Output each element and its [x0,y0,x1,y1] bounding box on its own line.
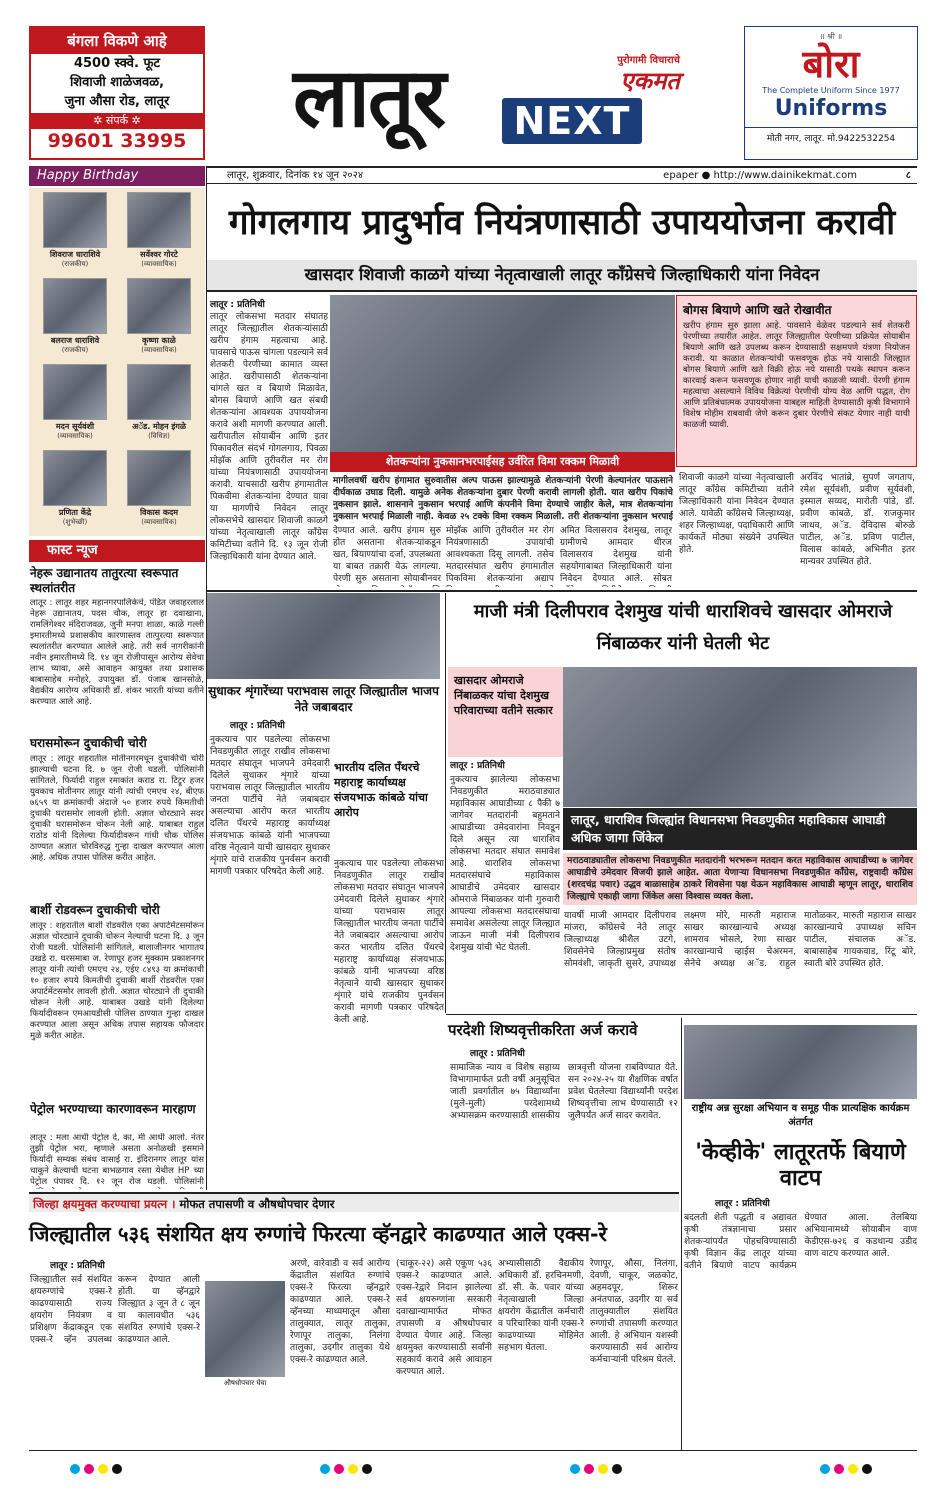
birthday-person [35,278,115,355]
page-number: ८ [905,170,911,181]
person-photo [43,450,107,506]
person-role: (विधिज्ञ) [148,432,170,440]
person-photo [127,364,191,420]
birthday-person [119,364,199,441]
person-photo [127,450,191,506]
person-role: (राजकीय) [61,260,89,268]
bottom-rule [29,1450,917,1451]
fast-news-body-3: लातूर : शहरातील बार्शी रोडवरील एका अपार्टमेंटसमोरून अज्ञात चोरट्याने दुचाकी चोरून नेल्याची घटना दि. ३ जून रोजी घडली. पोलिसांनी सांगितले, बालाजीनगर भागातय उखडे रा. घरसमाबा ज. रेणापूर हजर मुक्काम प्रकाशनगर लातूर यांनी त्यांची एमएच २४, एईए ८४९३ या क्रमांकाची १० हजार रुपये किमतीची दुचाकी बार्शी रोडवरील एका अपार्टमेंटसमोर लावली होती. अज्ञात चोरट्याने ती दुचाकी चोरून नेली आहे. याबाबत उखडे यांनी दिलेल्या फिर्यादीवरून एमआयडीसी पोलिस ठाण्यात गुन्हा दाखल करण्यात आला असून अधिक तपास सहायक फौजदार मुळे करीत आहेत. [30,921,204,1041]
story3-photo-caption: लातूर, धाराशिव जिल्ह्यांत विधानसभा निवडणुकीत महाविकास आघाडी अधिक जागा जिंकेल [563,808,917,850]
story1-subhead: खासदार शिवाजी काळगे यांच्या नेतृत्वाखाली लातूर कॉंग्रेसचे जिल्हाधिकारी यांना निवेदन [207,260,917,292]
story6-body2: अरणे, वारेवाडी व सर्व आरोग्य केंद्रातील संशयित रुग्णांचे एक्स-रे फिरत्या व्हॅनद्वारे काढण्यात आले. एक्स-रे व्हॅनच्या माध्यमातून औसा तालुक्यात, लातूर तालुका, रेणापूर तालुका, निलंगा तालुका, उदगीर तालुका येथे एक्स-रे काढण्यात आले. [290,1259,390,1365]
story3-body: नुकत्याच झालेल्या लोकसभा निवडणुकीत मराठवाड्यात महाविकास आघाडीच्या ८ पैकी ७ जागेवर मतदारांनी बहुमताने आघाडीच्या उमेदवारांना निवडून दिले असून त्या धाराशिव लोकसभा मतदार संघात समावेश आहे. धाराशिव लोकसभा मतदारसंघाचे महाविकास आघाडीचे उमेदवार खासदार ओमराजे निंबाळकर यांनी गुरुवारी आपल्या लोकसभा मतदारसंघाचा समावेश असलेल्या लातूर जिल्ह्यात जाऊन माजी मंत्री दिलीपराव देशमुख यांची भेट घेतली. [450,775,560,953]
section-divider [207,590,917,592]
story5-photo [684,1025,917,1099]
fast-news-label: फास्ट न्यूज [47,543,98,558]
dateline-bar [207,166,917,184]
story2-body-col2: नुकत्याच पार पडलेल्या लोकसभा निवडणुकीत लातूर राखीव लोकसभा मतदार संघातून भाजपने उमेदवारी दिलेले सुधाकर शृंगारे यांच्या पराभवास लातूर जिल्ह्यातील भारतीय जनता पार्टीचे नेते जबाबदार असल्याचा आरोप करत भारतीय दलित पँथरचे महाराष्ट्र कार्याध्यक्ष संजयभाऊ कांबळे यांनी भाजपच्या वरिष्ठ नेतृत्वाने याची खासदार सुधाकर शृंगारे यांचे राजकीय पुनर्वसन करावी मागणी पत्रकार परिषदेत केली आहे. [334,859,444,1025]
reg-mark-black [862,1464,872,1474]
story5-body: बदलती शेती पद्धती व अद्यावत कृषी तंत्रज्ञानाचा प्रसार शेतकऱ्यांपर्यंत पोहचविण्यासाठी कृषी विज्ञान केंद्र लातूर यांच्या वतीने बियाणे वाटप कार्यक्रम घेण्यात आला. तेलबिया अभियानामध्ये सोयाबीन वाण केडीएस-७२६ व कडधान्य उडीद वाण वाटप करण्यात आले. [684,1213,917,1271]
birthday-person [119,192,199,269]
person-name: शिवराज धाराशिवे [49,250,101,259]
ad-left-line1: बंगला विकणे आहे [31,28,203,54]
column-divider [445,593,446,1013]
person-name: विकास कदम [139,508,179,517]
story3-byline: लातूर : प्रतिनिधी [450,761,505,771]
story1-photo-caption: शेतकऱ्यांना नुकसानभरपाईसह उर्वरित विमा रक्कम मिळावी [330,452,675,472]
ad-left-contact-label: ✲ संपर्क ✲ [31,113,203,129]
xray-van-caption: औषधोपचार घेवा [223,1379,267,1387]
reg-mark-cyan [70,1464,80,1474]
story1-col2: देण्यात आले. खरीप हंगाम सुरु होत असताना शेतकऱ्यांकडून खत, बियाण्यांचा दर्जा, उपलब्धता या बाबत तक्रारी येऊ लागल्या. पेरणी सुरु असताना सोयाबीनवर [333,526,441,584]
masthead-tagline: पुरोगामी विचाराचे [617,55,680,66]
story6-body4: अभ्यासीसाठी वैद्यकीय अधिकारी डॉ. हरचिनमणी, डॉ. सी. के. पवार यांच्या नेतृत्वाखाली जिल्हा क्षयरोग केंद्रातील कर्मचारी व परिचारिका यांनी एक्स-रे काढण्याच्या मोहिमेत सहभाग घेतला. [498,1259,584,1353]
story6-body5: रेणापूर, औसा, निलंगा, देवणी, चाकूर, जळकोट, अहमदपूर, शिरूर अनंतपाळ, उदगीर या सर्व तालुक्यातील संशयित रुग्णांची तपासणी करण्यात आली. हे अभियान यशस्वी करण्यासाठी सर्व आरोग्य कर्मचाऱ्यांनी परिश्रम घेतले. [590,1259,678,1365]
story6-strip-rest: मोफत तपासणी व औषधोपचार देणार [175,1197,335,1211]
reg-mark-black [112,1464,122,1474]
birthday-person [35,450,115,527]
person-photo [127,278,191,334]
reg-mark-yellow [848,1464,858,1474]
birthday-person [119,278,199,355]
ad-right-top-tag: ॥ श्री ॥ [819,32,843,41]
story4-body: सामाजिक न्याय व विशेष सहाय्य विभागामार्फत प्रती वर्षी अनुसूचित जाती प्रवर्गातील ७५ विद्यार्थ्यांना (मुले-मुली) परदेशामध्ये अभ्यासक्रम करण्यासाठी शासकीय छात्रवृत्ती योजना राबविण्यात येते. सन २०२४-२५ या शैक्षणिक वर्षात प्रवेश घेतलेल्या विद्यार्थ्यांनी परदेश शिष्यवृत्तीचा लाभ घेण्यासाठी १२ जुलैपर्यंत अर्ज सादर करावेत. [450,1063,678,1121]
reg-mark-magenta [84,1464,94,1474]
reg-mark-magenta [584,1464,594,1474]
reg-mark-magenta [334,1464,344,1474]
story6-strip-red: जिल्हा क्षयमुक्त करण्याचा प्रयत्न । [33,1197,176,1211]
story6-body3: (चाकूर-२२) असे एकूण ५३६ एक्स-रे काढण्यात आले. एक्स-रेद्वारे निदान झालेल्या सर्व क्षयरुग्णांना सरकारी दवाखान्यामार्फत मोफत तपासणी व औषधोपचार देण्यात येणार आहे. जिल्हा क्षयमुक्त करण्यासाठी सर्वांनी सहकार्य करावे असे आवाहन करण्यात आले. [396,1259,492,1377]
fast-news-head-2: घरासमोरून दुचाकीची चोरी [30,736,147,750]
reg-mark-cyan [820,1464,830,1474]
birthday-person [35,192,115,269]
ad-left-phone: 99601 33995 [47,130,187,152]
ad-left-line3: शिवाजी शाळेजवळ, [69,75,165,90]
column-divider [681,1018,682,1450]
ad-right-name: Uniforms [774,96,888,121]
masthead-title: लातूर [293,50,445,146]
reg-mark-yellow [348,1464,358,1474]
person-photo [127,192,191,248]
person-photo [43,192,107,248]
story4-headline: परदेशी शिष्यवृत्तीकरिता अर्ज करावे [448,1021,638,1039]
story1-col1: लातूर लोकसभा मतदार संघातह लातूर जिल्ह्यातील शेतकऱ्यांसाठी खरीप हंगाम महत्वाचा आहे. पावसाचे पाऊस चांगला पडल्याने सर्व शेतकरी पेरणीच्या कामात व्यस्त आहेत. खरीपासाठी शेतकऱ्यांना चांगले खत व बियाणे मिळावेत, बोगस बियाणे आणि खत संबधी शेतकऱ्यांना आवश्यक उपाययोजना करावे अशी मागणी करण्यात आली. खरीपातील सोयाबीन आणि इतर पिकावरील संदर्भ गोगलगाय, पिवळा मोझॅक आणि तुरीवरील मर रोग यांच्या नियंत्रणासाठी उपाययोजना करावी. याचसाठी खरीप हंगामातील पिकवीमा शेतकऱ्यांना देण्यात यावा या मागणीचे निवेदन लातूर लोकसभेचे खासदार शिवाजी काळगे यांच्या नेतृत्वाखाली लातूर काँग्रेस कमिटीच्या वतीने दि. १३ जून रोजी जिल्हाधिकारी यांना देण्यात आले. [210,312,328,562]
reg-mark-cyan [570,1464,580,1474]
fast-news-body-2: लातूर : लातूर शहरातील मोतीनगरमधून दुचाकीची चोरी झाल्याची घटना दि. ७ जून रोजी घडली. पोलिसांनी सांगितले, फिर्यादी राहुल रमाकांत कराड रा. टिट्रूर हजर युवकाच मोतीनगर लातूर यांनी त्यांची एमएच २४, बीएफ ७६५९ या क्रमांकाची अंदाजे ५० हजार रुपये किमतीची दुचाकी घरासमोर लावली होती. अज्ञात चोरट्याने सदर दुचाकी घरासमोरून चोरून नेली आहे. याबाबत राहुल राठोड यांनी दिलेल्या फिर्यादीवरून गांधी चौक पोलिस ठाण्यात अज्ञात चोरविरुद्ध गुन्हा दाखल करण्यात आला आहे. अधिक तपास पोलिस करीत आहेत. [30,754,204,863]
story5-headline: 'केव्हीके' लातूरतर्फे बियाणे वाटप [695,1140,906,1191]
ad-bora-uniforms [744,26,918,160]
story2-body: नुकत्याच पार पडलेल्या लोकसभा निवडणुकीत लातूर राखीव लोकसभा मतदार संघातून भाजपने उमेदवारी दिलेले सुधाकर शृंगारे यांच्या पराभवास लातूर जिल्ह्यातील भारतीय जनता पार्टीचे नेते जबाबदार असल्याचा आरोप करत भारतीय दलित पँथरचे महाराष्ट्र कार्याध्यक्ष संजयभाऊ कांबळे यांनी भाजपच्या वरिष्ठ नेतृत्वाने याची खासदार सुधाकर शृंगारे यांचे राजकीय पुनर्वसन करावी मागणी पत्रकार परिषदेत केली आहे. [210,735,330,877]
person-name: मदन सूर्यवंशी [55,422,95,431]
reg-mark-cyan [320,1464,330,1474]
fast-news-head-4: पेट्रोल भरण्याच्या कारणावरून मारहाण [30,1102,196,1116]
fast-news-head-3: बार्शी रोडवरून दुचाकीची चोरी [30,903,160,917]
story2-byline: लातूर : प्रतिनिधी [230,721,285,731]
ad-right-tag: The Complete Uniform Since 1977 [762,86,900,95]
story4-byline: लातूर : प्रतिनिधी [470,1049,525,1059]
person-role: (व्यावसायिक) [141,260,177,268]
person-name: कृष्णा काळे [142,336,176,345]
reg-mark-black [362,1464,372,1474]
bogus-seeds-head: बोगस बियाणे आणि खते रोखावीत [683,303,832,317]
ad-left-line4: जुना औसा रोड, लातूर [64,94,170,109]
ad-left-line2: 4500 स्क्वे. फूट [73,56,161,71]
story1-col6: अरविंद भातांब्रे, सुपर्ण जगताप, रमेश सूर्यवंशी, प्रवीण सूर्यवंशी, इस्माल सय्यद, मारोती पांडे, डॉ. प्रवीण कांबळे, डॉ. राजकुमार जाधव, अॅड. देविदास बोरुळे पाटील, अॅड. प्रविण पाटील, विलास कांबळे, अभिनीत इतर मान्यवर उपस्थित होते. [800,473,915,567]
masthead-next-logo: NEXT [502,98,642,144]
person-role: (व्यावसायिक) [141,518,177,526]
birthday-person [35,364,115,441]
story6-body: जिल्ह्यातील सर्व संशयित क्षयरुग्णांचे एक्स-रे काढण्यासाठी राज्य क्षयरोग नियंत्रण व प्रशिक्षण केंद्राकडून एक एक्स-रे व्हॅन उपलब्ध करून देण्यात आली होती. या व्हॅनद्वारे जिल्ह्यात ३ जून ते ८ जून या कालावधीत ५३६ संशयित रुग्णांचे एक्स-रे काढण्यात आले. [30,1275,200,1345]
birthday-grid [29,188,205,536]
section-divider [446,1014,917,1015]
reg-mark-yellow [98,1464,108,1474]
story3-pink-box: खासदार ओमराजे निंबाळकर यांचा देशमुख परिवाराच्या वतीने सत्कार [448,667,563,757]
fast-news-title [29,540,205,562]
person-name: सर्वेश्वर गोरटे [140,250,178,259]
reg-mark-magenta [834,1464,844,1474]
story1-col5: शिवाजी काळगे यांच्या नेतृत्वाखाली लातूर काँग्रेस कमिटीच्या वतीने जिल्हाधिकारी यांना निवेदन देण्यात आले. यावेळी काँग्रेसचे जिल्हाध्यक्ष, शहर जिल्हाध्यक्ष, पदाधिकारी आणि कार्यकर्ते मोठ्या संख्येने उपस्थित होते. [679,473,794,555]
masthead-brand: एकमत [620,67,680,95]
fast-news-body-1: लातूर : लातूर शहर महानगरपालिकेचे, पंडित जवाहरलाल नेहरू उद्यानातय, पदस चौक, लातूर हा दवाखाना, रामलिंगेश्वर मंदिराजवळ, जुनी मनपा शाळा, काळे गल्ली इमारतीमध्ये प्रशासकीय कारणास्तव तात्पुरत्या स्वरूपात स्थलांतरीत करण्यात आलेले आहे. तरी सर्व नागरीकांनी नवीन इमारतीमध्ये दि. १४ जून रोजीपासून आरोग्य सेवेचा लाभ घ्यावा, असे आवाहन आयुक्त तथा प्रशासक बाबासाहेब मनोहरे, उपायुक्त डॉ. पंजाब खानसोळे, वैद्यकीय आरोग्य अधिकारी डॉ. शंकर भारती यांच्या वतीने करण्यात आले आहे. [30,598,204,707]
story3-highlight: मराठवाड्यातील लोकसभा निवडणुकीत मतदारांनी भरभरून मतदान करत महाविकास आघाडीच्या ७ जागेवर आघाडीचे उमेदवार विजयी झाले आहेत. आता येणाऱ्या विधानसभा निवडणुकीत काँग्रेस, राष्ट्रवादी काँग्रेस (शरदचंद्र पवार) उद्धव बाळासाहेब ठाकरे शिवसेना पक्ष येऊन महाविकास आघाडी म्हणून लातूर, धाराशिव जिल्ह्याचे एकाही जागा जिंकेल असा विश्वास व्यक्त केला. [563,853,917,905]
fast-news-body-4: लातूर : मला आधी पेट्रोल दे, का, मी आधी आलो. नंतर तुझी पेट्रोल भरा, म्हणाले असता अनोळखी इसमाने फिर्यादी सम्यक संबंध वासाई रा. इंदिरानगर लातूर यांस चाकूने केल्याची घटना बाभळगाव रस्ता येथील HP च्या पेट्रोल पंपावर दि. १२ जून रोज घडली. पोलिसांनी [30,1133,204,1187]
person-name: अॅड. मोहन इंगळे [132,422,186,431]
story1-byline: लातूर : प्रतिनिधी [210,300,265,310]
registration-marks [0,1460,945,1490]
story1-below-photo: मागीलवर्षी खरीप हंगामात सुरुवातीस अल्प पाऊस झाल्यामुळे शेतकऱ्यांनी पेरणी केल्यानंतर पाऊसाने दीर्घकाळ उघाड दिली. यामुळे अनेक शेतकऱ्यांना दुबार पेरणी करावी लागली होती. यात खरीप पिकांचे नुकसान झाले. शासनाने नुकसान भरपाई आणि कंपनीने विमा देण्याचे जाहीर केले, मात्र शेतकऱ्यांना नुकसान भरपाई मिळाली नाही. केवळ २५ टक्के विमा रक्कम मिळाली. तरी शेतकऱ्यांना नुकसान भरपाई [333,476,673,522]
person-name: बलराज धाराशिवे [50,336,100,345]
person-name: प्रणिता केंद्रे [58,508,92,517]
story2-photo-caption: सुधाकर शृंगारेंच्या पराभवास लातूर जिल्ह्यातील भाजप नेते जबाबदार [208,684,439,714]
person-role: (व्यावसायिक) [141,346,177,354]
story5-photo-caption: राष्ट्रीय अन्न सुरक्षा अभियान व समूह पीक प्रात्यक्षिक कार्यक्रम अंतर्गत [691,1103,910,1128]
person-photo [43,278,107,334]
bogus-seeds-box [676,295,917,467]
story3-headline: माजी मंत्री दिलीपराव देशमुख यांची धाराशिवचे खासदार ओमराजे निंबाळकर यांनी घेतली भेट [473,601,893,654]
reg-mark-yellow [598,1464,608,1474]
story1-headline: गोगलगाय प्रादुर्भाव नियंत्रणासाठी उपाययोजना करावी [228,203,896,243]
birthday-title: Happy Birthday [29,166,205,186]
fast-news-head-1: नेहरू उद्यानातय तातुरत्या स्वरूपात स्थलांतरीत [30,566,179,595]
ad-right-logo: बोरा [802,42,860,86]
story1-col4: अमित विलासराव देशमुख, लातूर ग्रामीणचे आमदार धीरज विलासराव देशमुख यांनी सहयोगाबाबत जिल्हाधिकारी यांना निवेदन देण्यात आले. सोबत [560,526,672,584]
person-role: (शुभेच्छी) [62,518,88,526]
person-role: (व्यावसायिक) [57,432,93,440]
person-photo [43,364,107,420]
xray-van-photo [205,1281,285,1377]
ad-right-address: मोती नगर, लातूर. मो.9422532254 [745,127,917,144]
dateline-epaper-link[interactable]: epaper ● http://www.dainikekmat.com [663,170,857,181]
story6-strip [29,1192,679,1212]
story2-photo [207,593,440,679]
story1-photo [330,295,675,452]
birthday-person [119,450,199,527]
story5-byline: लातूर : प्रतिनिधी [715,1199,770,1209]
bogus-seeds-body: खरीप हंगाम सुरु झाला आहे. पावसाने वेळेवर पडल्याने सर्व शेतकरी पेरणीच्या तयारीत आहेत. लातूर जिल्ह्यातील पेरणीच्या प्रक्रियेत सोयाबीन बियाणे आणि खते उपलब्ध करून देण्यासाठी सक्षमपणे यंत्रणा नियोजन करावी. या काळात शेतकऱ्यांची फसवणूक होऊ नये यासाठी जिल्ह्यात बोगस बियाणे आणि खते विक्री होऊ नये यासाठी पथके स्थापन करून कारवाई करून फसवणूक होणार नाही याची काळजी घ्यावी. पेरणी हंगाम महत्वाचा असल्याने विविध विक्रेत्यां पेरणीची योग्य वेळ आणि पद्धत, रोग आणि प्रतिबंधात्मक उपाययोजना याबद्दल माहिती देण्यासाठी कृषी विभागाने विशेष मोहीम राबवावी जेणे करून दुबार पेरणीचे संकट येणार नाही याची काळजी घ्यावी. [683,321,910,430]
ad-bungalow-sale [29,26,205,160]
dateline-date: लातूर, शुक्रवार, दिनांक १४ जून २०२४ [227,170,364,181]
story3-photo [563,667,917,807]
story2-side-box: भारतीय दलित पँथरचे महाराष्ट्र कार्याध्यक्ष संजयभाऊ कांबळे यांचा आरोप [334,761,428,819]
story6-byline: लातूर : प्रतिनिधी [50,1261,105,1271]
story6-headline: जिल्ह्यातील ५३६ संशयित क्षय रुग्णांचे फिरत्या व्हॅनद्वारे काढण्यात आले एक्स-रे [29,1222,607,1246]
story1-col3: मोझॅक आणि तुरीवरील मर रोग नियंत्रणासाठी उपायांची आवश्यकता दिसू लागली. तसेच मतदारसंघात खरीप हंगामातील पिकविमा शेतकऱ्यांना अद्याप [446,526,554,584]
story3-names: यावर्षी माजी आमदार दिलीपराव मांजरा, कॉंग्रेसचे नेते लातूर जिल्हाध्यक्ष श्रीशैल उटगे, शिवसेनेचे जिल्हाप्रमुख संतोष सोमवंशी, जाकृती सुसरे, उपाध्यक्ष लक्ष्मण मोरे, मारुती महाराज साखर कारखान्याचे अध्यक्ष शामराव भोसले, रेणा साखर कारखान्याचे व्हाईस चेअरमन, सेनेचे अध्यक्ष अॅड. राहुल मातोळकर, मारुती महाराज साखर कारखान्याचे उपाध्यक्ष सचिन पाटील, संचालक अॅड. बाबासाहेब गायकवाड, रिंटू बोरे, स्वाती बोरे उपस्थित होते. [564,911,916,969]
reg-mark-black [612,1464,622,1474]
person-role: (राजकीय) [61,346,89,354]
